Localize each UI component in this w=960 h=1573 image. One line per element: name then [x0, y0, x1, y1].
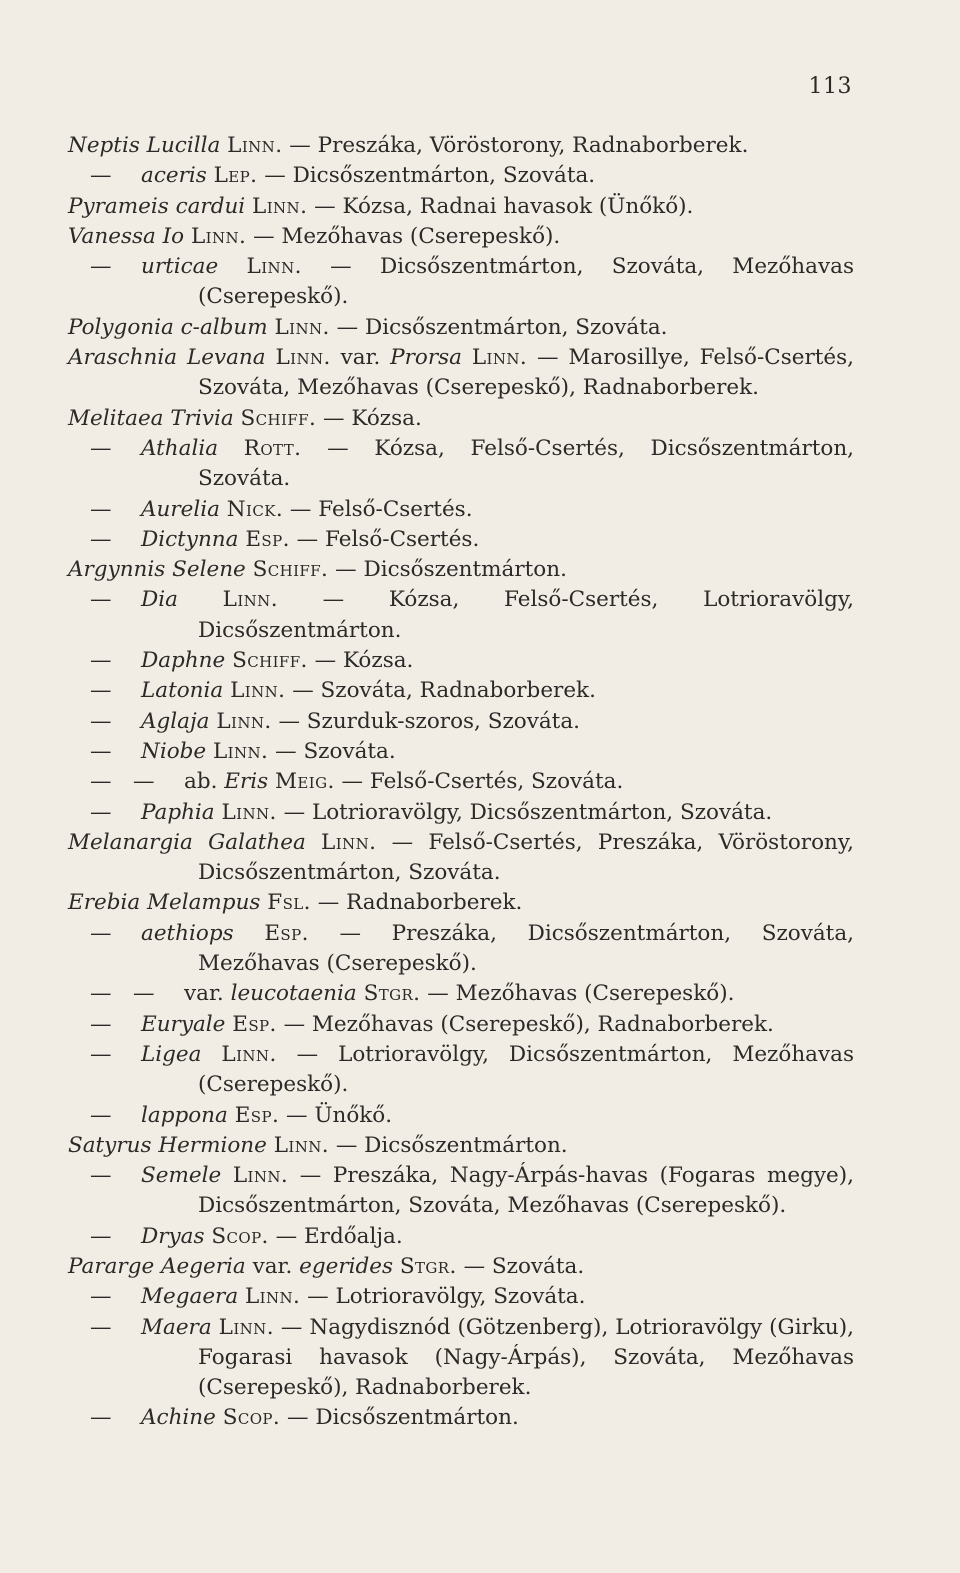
locality-text: Kózsa, Felső-Csertés, Dicsőszentmárton, Szováta.: [198, 435, 854, 492]
taxon-author: Lep.: [213, 163, 258, 189]
locality-text: Szováta, Radnaborberek.: [320, 678, 596, 704]
taxon-author: Scop.: [222, 1405, 281, 1431]
taxon-name: Semele: [141, 1163, 222, 1189]
taxon-name: lappona: [141, 1102, 228, 1128]
variety-name: egerides: [299, 1253, 394, 1279]
taxon-name: urticae: [141, 254, 219, 280]
species-entry: — — var. leucotaenia Stgr. — Mezőhavas (Cserepeskő).: [68, 979, 854, 1009]
taxon-name: Megaera: [141, 1284, 239, 1310]
continuation-dash: —: [90, 981, 112, 1007]
locality-text: Nagydisznód (Götzenberg), Lotrioravölgy (Girku), Fogarasi havasok (Nagy-Árpás), Szováta, Mezőhavas (Cserepeskő), Radnaborberek.: [198, 1314, 854, 1401]
taxon-name: Araschnia Levana: [68, 345, 266, 371]
locality-text: Marosillye, Felső-Csertés, Szováta, Mezőhavas (Cserepeskő), Radnaborberek.: [198, 345, 854, 401]
locality-text: Felső-Csertés.: [324, 526, 480, 552]
locality-text: Kózsa, Felső-Csertés, Lotrioravölgy, Dicsőszentmárton.: [198, 587, 854, 643]
taxon-author: Fsl.: [267, 890, 311, 916]
species-entry: Melitaea Trivia Schiff. — Kózsa.: [68, 405, 422, 431]
species-entry: Pararge Aegeria var. egerides Stgr. — Szováta.: [68, 1253, 585, 1279]
taxon-name: Aglaja: [141, 708, 210, 734]
continuation-dash: —: [90, 526, 112, 552]
locality-text: Lotrioravölgy, Szováta.: [335, 1284, 586, 1310]
taxon-author: Linn.: [227, 133, 283, 158]
species-entry: — Aglaja Linn. — Szurduk-szoros, Szováta.: [68, 707, 854, 737]
species-entry: Erebia Melampus Fsl. — Radnaborberek.: [68, 890, 523, 916]
variety-prefix: var.: [340, 345, 381, 371]
locality-text: Dicsőszentmárton, Szováta.: [364, 314, 668, 340]
species-entry: — Dictynna Esp. — Felső-Csertés.: [68, 525, 854, 555]
taxon-author: Linn.: [232, 1163, 289, 1189]
taxon-author: Schiff.: [240, 405, 317, 431]
continuation-dash: —: [90, 648, 112, 674]
taxon-name: Polygonia c-album: [68, 314, 268, 340]
continuation-dash: —: [90, 738, 112, 764]
continuation-dash: —: [90, 1223, 112, 1249]
species-entry: — Aurelia Nick. — Felső-Csertés.: [68, 495, 854, 525]
taxon-author: Linn.: [244, 1284, 301, 1310]
continuation-dash: —: [90, 1314, 112, 1340]
species-entry: — — ab. Eris Meig. — Felső-Csertés, Szováta.: [68, 767, 854, 797]
taxon-name: Eris: [224, 769, 269, 795]
locality-text: Dicsőszentmárton.: [363, 557, 567, 583]
species-entry: Argynnis Selene Schiff. — Dicsőszentmárton.: [68, 557, 567, 583]
taxon-author: Linn.: [221, 1041, 277, 1067]
taxon-name: Dia: [141, 587, 178, 613]
taxon-author: Schiff.: [252, 557, 329, 583]
locality-text: Dicsőszentmárton, Szováta.: [292, 163, 596, 189]
continuation-dash: —: [90, 678, 112, 704]
continuation-dash: —: [90, 163, 112, 189]
taxon-author: Esp.: [245, 526, 290, 552]
taxon-author: Linn.: [212, 738, 269, 764]
taxon-author: Linn.: [246, 254, 302, 280]
taxon-name: Dictynna: [141, 526, 239, 552]
taxon-author: Linn.: [252, 193, 308, 219]
taxon-name: Athalia: [141, 435, 219, 461]
variety-author: Linn.: [471, 345, 528, 371]
taxon-author: Linn.: [221, 799, 277, 825]
species-entry: — Ligea Linn. — Lotrioravölgy, Dicsőszentmárton, Mezőhavas (Cserepeskő).: [90, 1041, 854, 1098]
taxon-name: Daphne: [141, 648, 226, 674]
taxon-author: Linn.: [218, 1314, 274, 1340]
continuation-dash: —: [90, 769, 112, 795]
locality-text: Felső-Csertés, Szováta.: [369, 769, 624, 795]
taxon-author: Linn.: [230, 678, 286, 704]
locality-text: Lotrioravölgy, Dicsőszentmárton, Mezőhavas (Cserepeskő).: [198, 1041, 854, 1098]
taxon-author: Linn.: [216, 708, 272, 734]
taxon-name: Pyrameis cardui: [68, 193, 246, 219]
continuation-dash: —: [90, 435, 112, 461]
taxon-author: Linn.: [273, 1132, 329, 1158]
taxon-author: Esp.: [234, 1102, 280, 1128]
taxon-author: Linn.: [274, 314, 330, 340]
species-entry: — Daphne Schiff. — Kózsa.: [68, 646, 854, 676]
species-entry: — Achine Scop. — Dicsőszentmárton.: [68, 1403, 854, 1433]
species-entry: — aethiops Esp. — Preszáka, Dicsőszentmárton, Szováta, Mezőhavas (Cserepeskő).: [90, 920, 854, 977]
species-entry: Satyrus Hermione Linn. — Dicsőszentmárton.: [68, 1132, 568, 1158]
locality-text: Felső-Csertés.: [318, 496, 473, 522]
continuation-dash: —: [133, 981, 155, 1007]
locality-text: Mezőhavas (Cserepeskő).: [281, 223, 561, 249]
rank-prefix: var.: [184, 981, 224, 1007]
taxon-name: Satyrus Hermione: [68, 1132, 267, 1158]
locality-text: Preszáka, Vöröstorony, Radnaborberek.: [317, 133, 749, 158]
taxon-author: Rott.: [243, 435, 302, 461]
taxon-name: leucotaenia: [230, 981, 357, 1007]
taxon-author: Linn.: [275, 345, 331, 371]
taxon-name: Dryas: [141, 1223, 205, 1249]
locality-text: Dicsőszentmárton.: [364, 1132, 568, 1158]
species-entry: — aceris Lep. — Dicsőszentmárton, Szováta.: [68, 161, 854, 191]
locality-text: Erdőalja.: [303, 1223, 403, 1249]
species-entry: Pyrameis cardui Linn. — Kózsa, Radnai havasok (Ünőkő).: [68, 193, 694, 219]
species-entry: — Niobe Linn. — Szováta.: [68, 737, 854, 767]
species-entry: Araschnia Levana Linn. var. Prorsa Linn. — Marosillye, Felső-Csertés, Szováta, Mezőhavas (Cserepeskő), Radnaborberek.: [68, 345, 854, 401]
locality-text: Mezőhavas (Cserepeskő).: [455, 981, 735, 1007]
continuation-dash: —: [90, 1405, 112, 1431]
taxon-name: Melanargia Galathea: [68, 829, 306, 855]
variety-name: Prorsa: [390, 345, 462, 371]
taxon-author: Linn.: [321, 829, 377, 855]
rank-prefix: ab.: [184, 769, 218, 795]
locality-text: Kózsa.: [342, 648, 414, 674]
taxon-name: Niobe: [141, 738, 207, 764]
continuation-dash: —: [90, 708, 112, 734]
variety-author: Stgr.: [399, 1253, 457, 1279]
taxon-name: Euryale: [141, 1011, 226, 1037]
taxon-name: Neptis Lucilla: [68, 133, 221, 158]
taxon-author: Schiff.: [232, 648, 308, 674]
species-entry: Melanargia Galathea Linn. — Felső-Csertés, Preszáka, Vöröstorony, Dicsőszentmárton, Szováta.: [68, 829, 854, 886]
locality-text: Preszáka, Dicsőszentmárton, Szováta, Mezőhavas (Cserepeskő).: [198, 920, 854, 977]
taxon-author: Linn.: [222, 587, 278, 613]
locality-text: Radnaborberek.: [346, 890, 523, 916]
species-entry: Polygonia c-album Linn. — Dicsőszentmárton, Szováta.: [68, 314, 668, 340]
taxon-author: Esp.: [232, 1011, 277, 1037]
taxon-name: Achine: [141, 1405, 216, 1431]
taxon-author: Nick.: [226, 496, 284, 522]
taxon-name: Paphia: [141, 799, 215, 825]
continuation-dash: —: [90, 1011, 112, 1037]
taxon-name: Aurelia: [141, 496, 220, 522]
locality-text: Kózsa, Radnai havasok (Ünőkő).: [342, 193, 694, 219]
taxon-name: Maera: [141, 1314, 212, 1340]
locality-text: Ünőkő.: [314, 1102, 393, 1128]
locality-text: Szurduk-szoros, Szováta.: [306, 708, 580, 734]
taxon-name: Argynnis Selene: [68, 557, 246, 583]
locality-text: Lotrioravölgy, Dicsőszentmárton, Szováta.: [311, 799, 773, 825]
variety-prefix: var.: [252, 1253, 293, 1279]
locality-text: Szováta.: [491, 1253, 585, 1279]
taxon-name: aceris: [141, 163, 207, 189]
taxon-author: Linn.: [190, 223, 247, 249]
continuation-dash: —: [90, 920, 112, 946]
species-entry: — urticae Linn. — Dicsőszentmárton, Szováta, Mezőhavas (Cserepeskő).: [90, 254, 854, 310]
taxon-name: Vanessa Io: [68, 223, 185, 249]
continuation-dash: —: [90, 254, 112, 280]
taxon-author: Esp.: [264, 920, 309, 946]
locality-text: Kózsa.: [351, 405, 422, 431]
continuation-dash: —: [90, 799, 112, 825]
continuation-dash: —: [90, 1041, 112, 1067]
species-entry: — Latonia Linn. — Szováta, Radnaborberek.: [68, 676, 854, 706]
locality-text: Felső-Csertés, Preszáka, Vöröstorony, Dicsőszentmárton, Szováta.: [198, 829, 854, 886]
taxon-name: aethiops: [141, 920, 234, 946]
taxon-name: Melitaea Trivia: [68, 405, 234, 431]
continuation-dash: —: [90, 1284, 112, 1310]
continuation-dash: —: [90, 496, 112, 522]
species-entry: — Paphia Linn. — Lotrioravölgy, Dicsőszentmárton, Szováta.: [68, 798, 854, 828]
taxon-name: Latonia: [141, 678, 224, 704]
species-entry: — Athalia Rott. — Kózsa, Felső-Csertés, Dicsőszentmárton, Szováta.: [90, 435, 854, 492]
species-entry: — Megaera Linn. — Lotrioravölgy, Szováta.: [68, 1282, 854, 1312]
locality-text: Szováta.: [303, 738, 396, 764]
taxon-author: Stgr.: [363, 981, 421, 1007]
continuation-dash: —: [90, 1102, 112, 1128]
taxon-author: Scop.: [211, 1223, 269, 1249]
locality-text: Preszáka, Nagy-Árpás-havas (Fogaras megye), Dicsőszentmárton, Szováta, Mezőhavas (Cserepeskő).: [198, 1163, 854, 1219]
species-entry: — Semele Linn. — Preszáka, Nagy-Árpás-havas (Fogaras megye), Dicsőszentmárton, Szováta, Mezőhavas (Cserepeskő).: [90, 1163, 854, 1219]
species-entry: — Dia Linn. — Kózsa, Felső-Csertés, Lotrioravölgy, Dicsőszentmárton.: [90, 587, 854, 643]
species-list: [68, 131, 854, 1434]
species-entry: — Maera Linn. — Nagydisznód (Götzenberg), Lotrioravölgy (Girku), Fogarasi havasok (Nagy-Árpás), Szováta, Mezőhavas (Cserepeskő), Radnaborberek.: [90, 1314, 854, 1401]
locality-text: Mezőhavas (Cserepeskő), Radnaborberek.: [311, 1011, 774, 1037]
species-entry: Neptis Lucilla Linn. — Preszáka, Vöröstorony, Radnaborberek.: [68, 133, 749, 158]
taxon-name: Ligea: [141, 1041, 202, 1067]
taxon-author: Meig.: [275, 769, 335, 795]
continuation-dash: —: [90, 1163, 112, 1189]
species-entry: — lappona Esp. — Ünőkő.: [68, 1101, 854, 1131]
species-entry: Vanessa Io Linn. — Mezőhavas (Cserepeskő).: [68, 223, 561, 249]
species-entry: — Dryas Scop. — Erdőalja.: [68, 1222, 854, 1252]
page-number: 113: [808, 74, 852, 99]
continuation-dash: —: [133, 769, 155, 795]
locality-text: Dicsőszentmárton.: [315, 1405, 519, 1431]
species-entry: — Euryale Esp. — Mezőhavas (Cserepeskő), Radnaborberek.: [68, 1010, 854, 1040]
taxon-name: Erebia Melampus: [68, 890, 261, 916]
locality-text: Dicsőszentmárton, Szováta, Mezőhavas (Cserepeskő).: [198, 254, 854, 310]
taxon-name: Pararge Aegeria: [68, 1253, 246, 1279]
continuation-dash: —: [90, 587, 112, 613]
